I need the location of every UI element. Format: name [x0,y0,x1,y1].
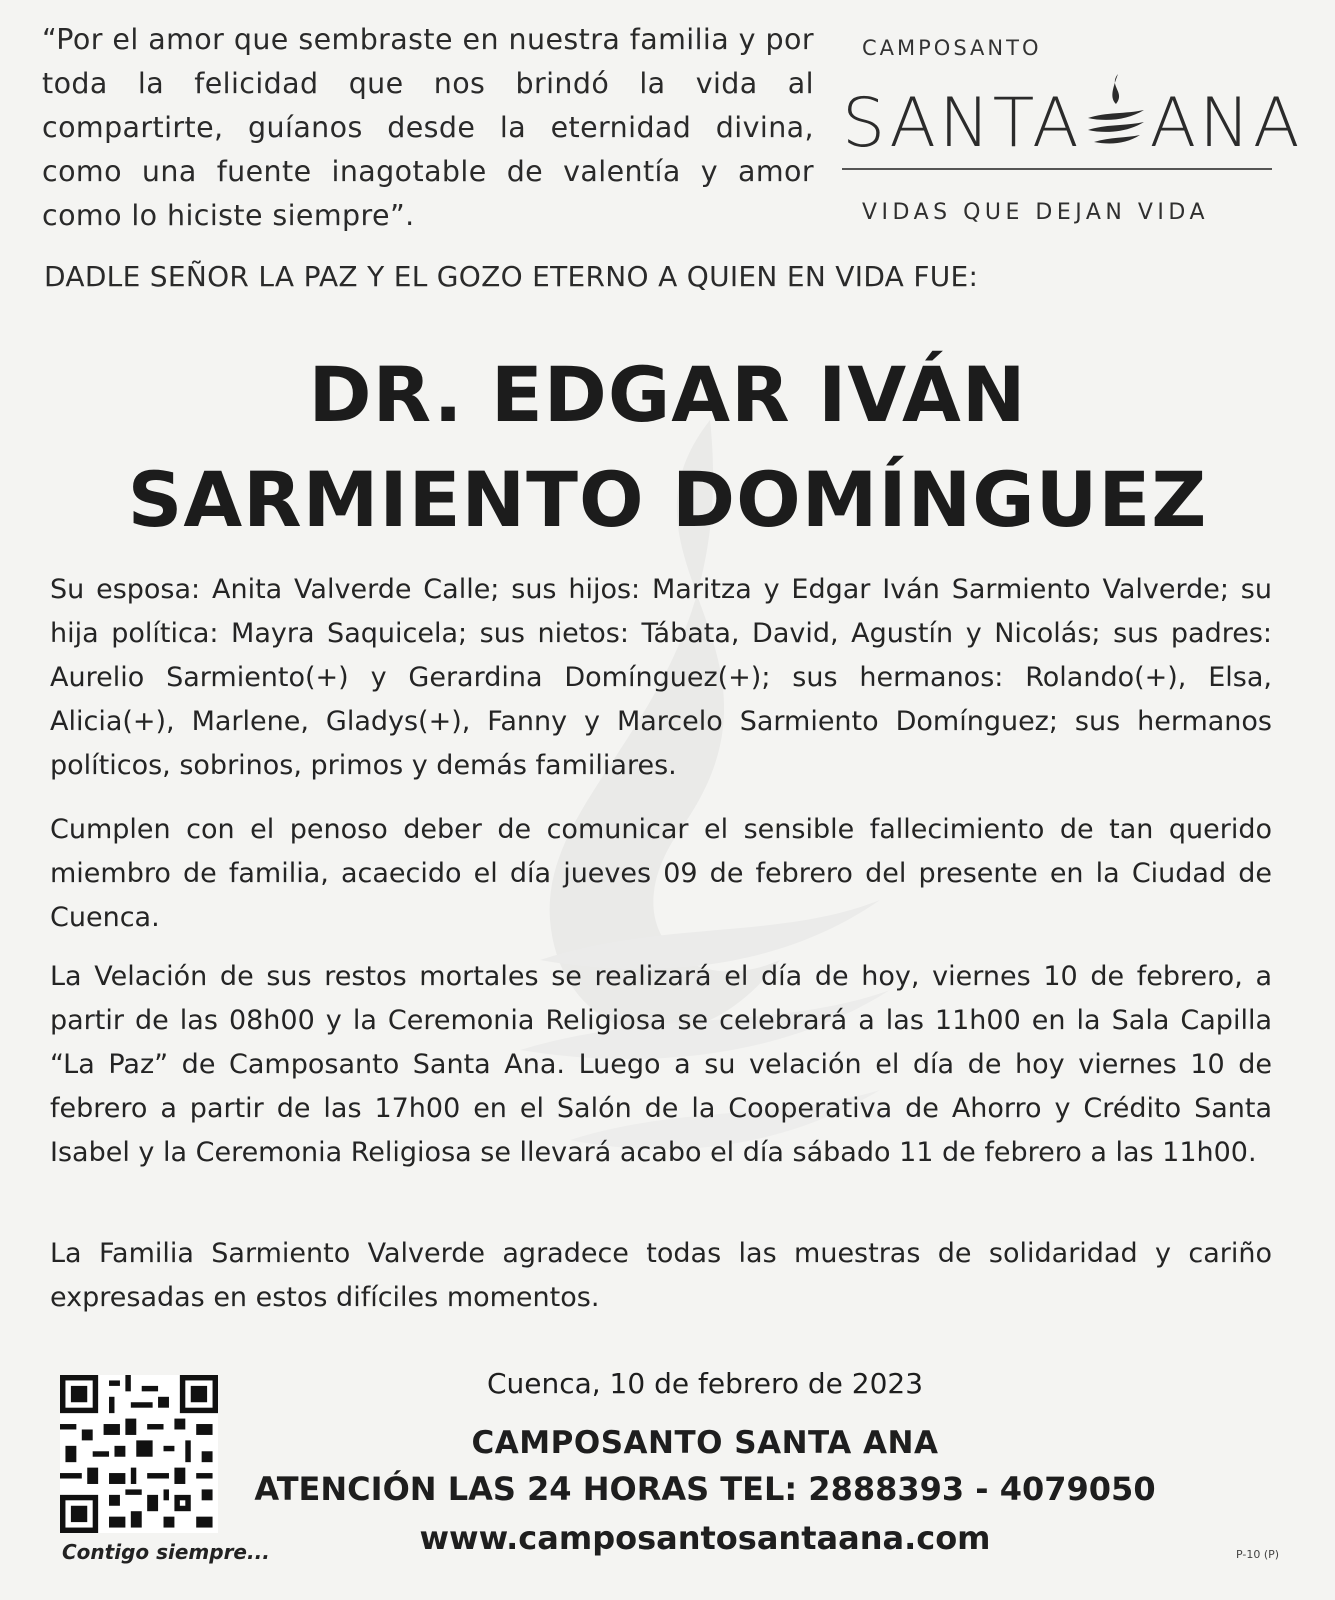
deceased-name-line2: SARMIENTO DOMÍNGUEZ [127,455,1208,544]
footer-website-link[interactable]: www.camposantosantaana.com [419,1519,991,1557]
logo-brand [842,72,1303,163]
intro-line: DADLE SEÑOR LA PAZ Y EL GOZO ETERNO A QUIEN EN VIDA FUE: [44,260,979,293]
page-code: P-10 (P) [1236,1548,1280,1561]
footer-phone: ATENCIÓN LAS 24 HORAS TEL: 2888393 - 4079050 [254,1470,1156,1508]
announcement-paragraph: Cumplen con el penoso deber de comunicar el sensible fallecimiento de tan querido miembro de familia, acaecido el día jueves 09 de febrero del presente en la Ciudad de Cuenca. [50,814,1272,933]
camposanto-logo [842,30,1303,240]
logo-brand-left: SANTA [842,84,1082,163]
logo-tagline: VIDAS QUE DEJAN VIDA [862,200,1209,225]
family-paragraph: Su esposa: Anita Valverde Calle; sus hijos: Maritza y Edgar Iván Sarmiento Valverde; su hija política: Mayra Saquicela; sus nietos: Tábata, David, Agustín y Nicolás; sus padres: Aurelio Sarmiento(+) y Gerardina Domínguez(+); sus hermanos: Rolando(+), Elsa, Alicia(+), Marlene, Gladys(+), Fanny y Marcelo Sarmiento Domínguez; sus hermanos políticos, sobrinos, primos y demás familiares. [50,574,1272,781]
logo-divider [842,168,1272,170]
ceremony-paragraph: La Velación de sus restos mortales se realizará el día de hoy, viernes 10 de febrero, a partir de las 08h00 y la Ceremonia Religiosa se celebrará a las 11h00 en la Sala Capilla “La Paz” de Camposanto Santa Ana. Luego a su velación el día de hoy viernes 10 de febrero a partir de las 17h00 en el Salón de la Cooperativa de Ahorro y Crédito Santa Isabel y la Ceremonia Religiosa se llevará acabo el día sábado 11 de febrero a las 11h00. [50,961,1272,1168]
logo-brand-right: ANA [1149,84,1303,163]
thanks-paragraph: La Familia Sarmiento Valverde agradece todas las muestras de solidaridad y cariño expresadas en estos difíciles momentos. [50,1238,1272,1313]
qr-caption: Contigo siempre... [62,1540,270,1564]
footer-organization: CAMPOSANTO SANTA ANA [471,1425,939,1461]
qr-code-icon[interactable] [60,1375,218,1533]
memorial-quote: “Por el amor que sembraste en nuestra familia y por toda la felicidad que nos brindó la vida al compartirte, guíanos desde la eternidad divina, como una fuente inagotable de valentía y amor como lo hiciste siempre”. [42,23,814,232]
deceased-name-line1: DR. EDGAR IVÁN [308,350,1027,439]
footer-date: Cuenca, 10 de febrero de 2023 [486,1367,924,1400]
flame-icon [1082,72,1150,152]
logo-top-label: CAMPOSANTO [862,36,1042,60]
